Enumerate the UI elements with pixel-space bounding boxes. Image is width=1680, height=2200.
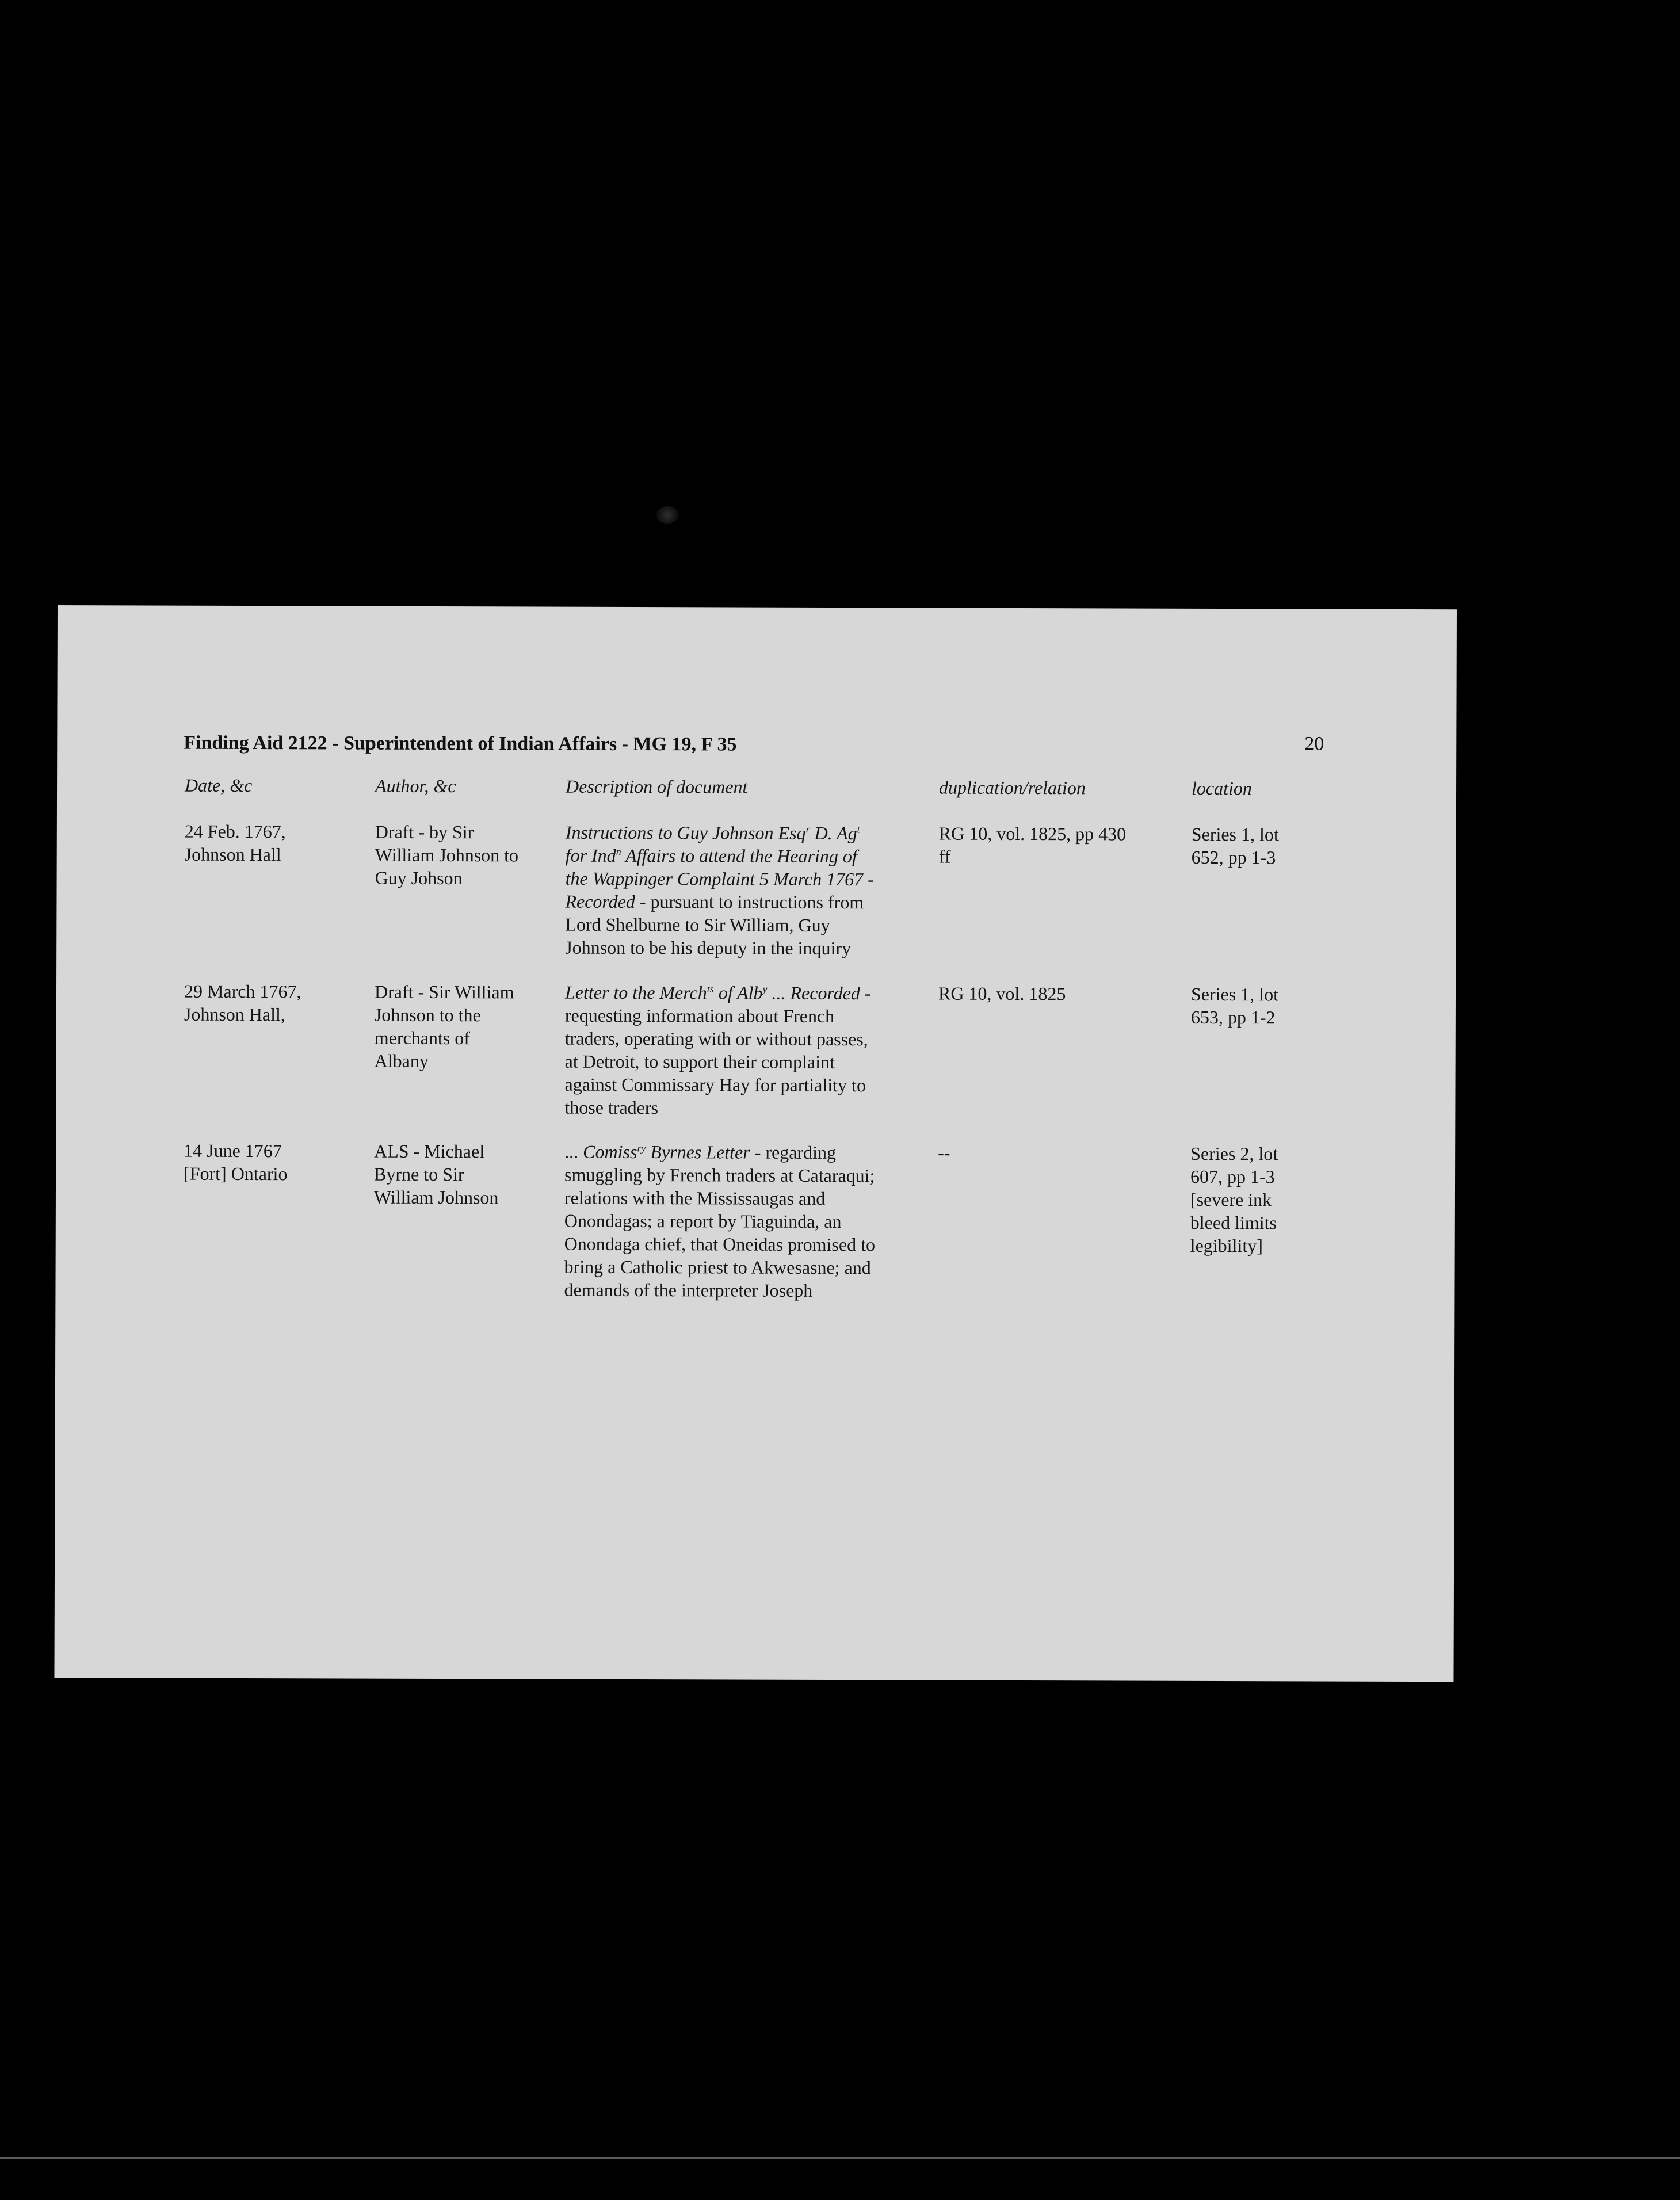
header-author: Author, &c [375,775,456,797]
row3-date: 14 June 1767 [Fort] Ontario [184,1140,288,1185]
header-date: Date, &c [185,774,253,796]
row1-date: 24 Feb. 1767, Johnson Hall [184,820,286,865]
row2-description: Letter to the Merch$^{ts}$ of Alb$^y$ ... Recorded - requesting information about French traders, operating with or without passes, at Detroit, to support their complaint against Commissary Hay for partiality to those traders [564,981,871,1118]
row1-location: Series 1, lot 652, pp 1-3 [1191,823,1279,868]
row1-duplication: RG 10, vol. 1825, pp 430 ff [938,823,1127,867]
row3-description: ... Comiss$^{ry}$ Byrnes Letter - regarding smuggling by French traders at Cataraqui; relations with the Mississaugas and Onondagas; a report by Tiaguinda, an Onondaga chief, that Oneidas promised to bring a Catholic priest to Akwesasne; and demands of the interpreter Joseph [564,1141,876,1301]
header-location: location [1192,777,1252,799]
header-duplication: duplication/relation [939,777,1086,799]
row1-author: Draft - by Sir William Johnson to Guy Johson [375,821,519,889]
scan-edge-line [0,2157,1680,2159]
running-head: Finding Aid 2122 - Superintendent of Indian Affairs - MG 19, F 35 [184,732,737,755]
row2-location: Series 1, lot 653, pp 1-2 [1190,983,1279,1028]
scan-artifact [656,506,679,524]
row3-author: ALS - Michael Byrne to Sir William Johnson [373,1140,499,1208]
row3-duplication: -- [938,1142,950,1163]
row2-duplication: RG 10, vol. 1825 [938,983,1066,1004]
row3-location: Series 2, lot 607, pp 1-3 [severe ink bleed limits legibility] [1190,1143,1278,1256]
row1-description: Instructions to Guy Johnson Esq$^r$ D. Ag$^t$ for Ind$^n$ Affairs to attend the Hearing of the Wappinger Complaint 5 March 1767 - Recorded - pursuant to instructions from Lord Shelburne to Sir William, Guy Johnson to be his deputy in the inquiry [565,822,874,959]
document-page [54,605,1457,1682]
row2-author: Draft - Sir William Johnson to the merchants of Albany [374,981,514,1071]
row2-date: 29 March 1767, Johnson Hall, [184,980,301,1025]
header-description: Description of document [566,776,748,797]
page-number: 20 [1304,733,1324,755]
